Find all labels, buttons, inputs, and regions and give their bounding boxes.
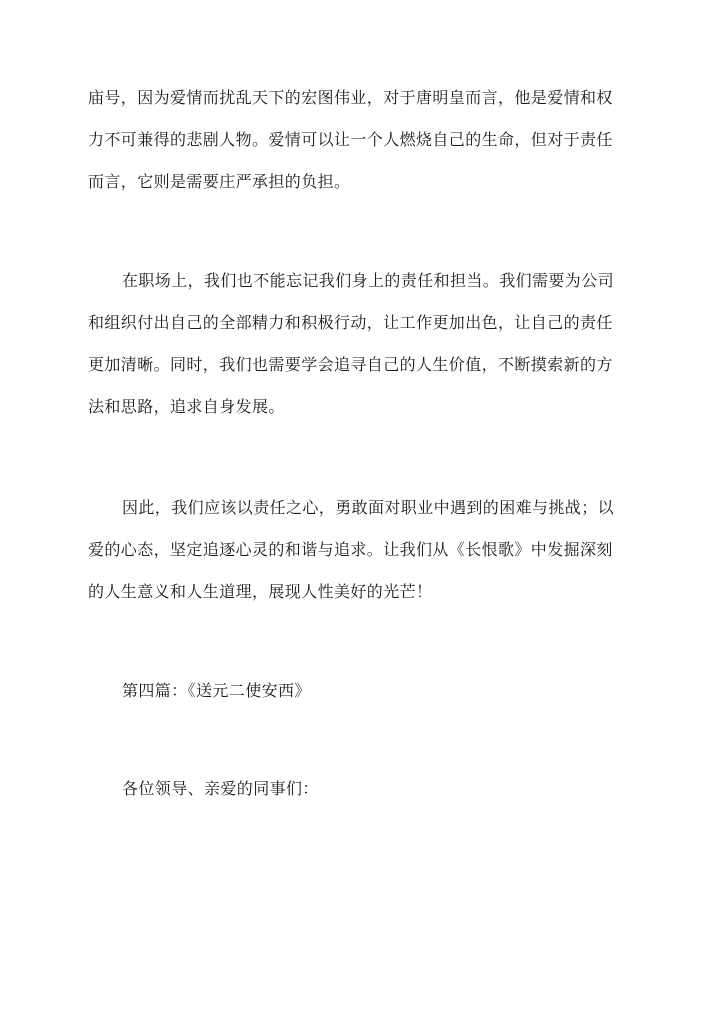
paragraph-line: 的人生意义和人生道理，展现人性美好的光芒！ bbox=[88, 582, 433, 601]
greeting-text: 各位领导、亲爱的同事们： bbox=[122, 779, 319, 798]
paragraph-line: 而言，它则是需要庄严承担的负担。 bbox=[88, 172, 351, 191]
paragraph-line: 法和思路，追求自身发展。 bbox=[88, 397, 285, 416]
paragraph-3 bbox=[88, 487, 636, 613]
paragraph-line: 更加清晰。同时，我们也需要学会追寻自己的人生价值，不断摸索新的方 bbox=[88, 355, 613, 374]
paragraph-1 bbox=[88, 77, 636, 203]
paragraph-line: 爱的心态，坚定追逐心灵的和谐与追求。让我们从《长恨歌》中发掘深刻 bbox=[88, 540, 613, 559]
paragraph-2 bbox=[88, 260, 636, 428]
paragraph-line: 在职场上，我们也不能忘记我们身上的责任和担当。我们需要为公司 bbox=[122, 271, 615, 290]
paragraph-line: 庙号，因为爱情而扰乱天下的宏图伟业，对于唐明皇而言，他是爱情和权 bbox=[88, 88, 613, 107]
greeting bbox=[88, 768, 636, 810]
section-heading-text: 第四篇：《送元二使安西》 bbox=[122, 681, 311, 700]
paragraph-line: 力不可兼得的悲剧人物。爱情可以让一个人燃烧自己的生命，但对于责任 bbox=[88, 130, 613, 149]
paragraph-line: 和组织付出自己的全部精力和积极行动，让工作更加出色，让自己的责任 bbox=[88, 313, 613, 332]
paragraph-line: 因此，我们应该以责任之心，勇敢面对职业中遇到的困难与挑战；以 bbox=[122, 498, 615, 517]
section-heading bbox=[88, 670, 636, 712]
